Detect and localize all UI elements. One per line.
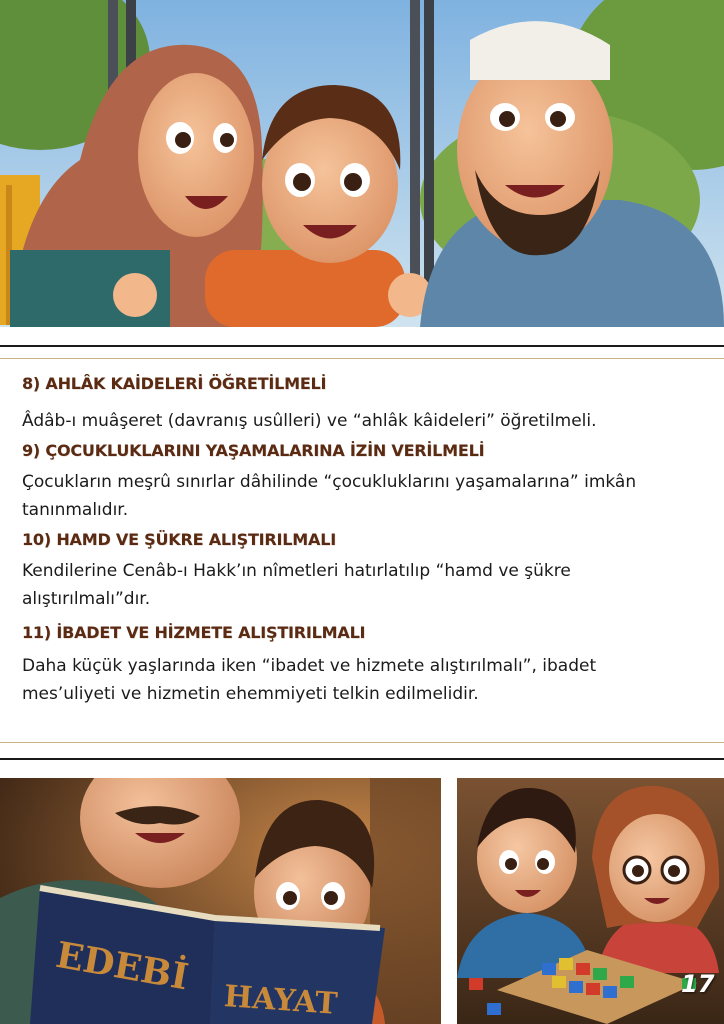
divider-bottom-gold xyxy=(0,742,724,743)
section-9-body-line-1: Çocukların meşrû sınırlar dâhilinde “çocukluklarını yaşamalarına” imkân xyxy=(22,472,637,492)
section-10-body-line-1: Kendilerine Cenâb-ı Hakk’ın nîmetleri hatırlatılıp “hamd ve şükre xyxy=(22,561,571,581)
section-8-heading: 8) AHLÂK KAİDELERİ ÖĞRETİLMELİ xyxy=(22,374,327,393)
section-9-heading: 9) ÇOCUKLUKLARINI YAŞAMALARINA İZİN VERİLMELİ xyxy=(22,441,485,460)
section-9-body-line-2: tanınmalıdır. xyxy=(22,500,129,520)
girl-puzzle-figure xyxy=(592,786,719,973)
page-number: 17 xyxy=(681,970,715,998)
article-text xyxy=(22,366,712,708)
book-title-edebi: EDEBİ xyxy=(52,933,192,999)
section-11-body-line-2: mes’uliyeti ve hizmetin ehemmiyeti telkin edilmelidir. xyxy=(22,684,479,704)
father-son-reading-illustration xyxy=(0,778,441,1024)
section-10-body-line-2: alıştırılmalı”dır. xyxy=(22,589,151,609)
book-title-hayat: HAYAT xyxy=(222,979,339,1022)
section-8-body: Âdâb-ı muâşeret (davranış usûlleri) ve “ahlâk kâideleri” öğretilmeli. xyxy=(22,411,597,431)
divider-top-dark xyxy=(0,345,724,347)
divider-top-gold xyxy=(0,358,724,359)
divider-bottom-dark xyxy=(0,758,724,760)
hero-family-swing-illustration xyxy=(0,0,724,327)
section-11-body-line-1: Daha küçük yaşlarında iken “ibadet ve hizmete alıştırılmalı”, ibadet xyxy=(22,656,597,676)
section-11-heading: 11) İBADET VE HİZMETE ALIŞTIRILMALI xyxy=(22,623,366,642)
section-10-heading: 10) HAMD VE ŞÜKRE ALIŞTIRILMALI xyxy=(22,530,336,549)
